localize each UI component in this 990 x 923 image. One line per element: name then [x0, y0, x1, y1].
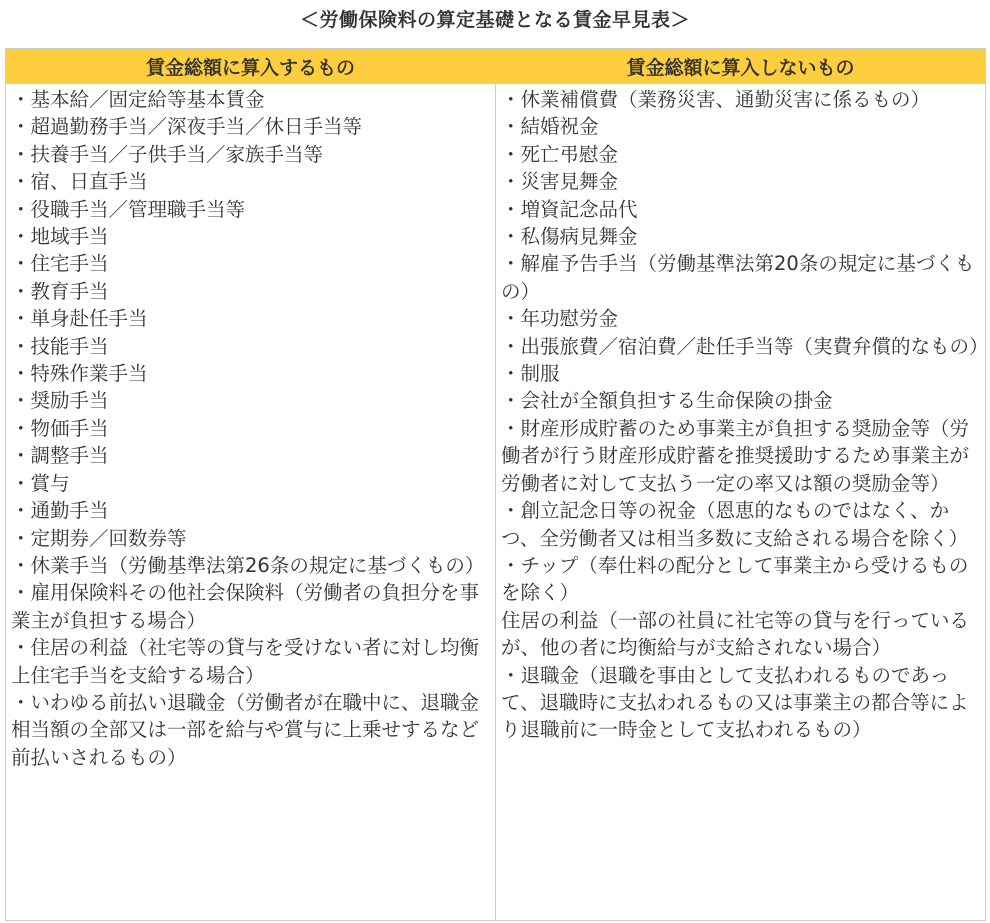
- list-item: 住居の利益（一部の社員に社宅等の貸与を行っているが、他の者に均衡給与が支給されない場合）: [501, 608, 970, 660]
- list-item: ・会社が全額負担する生命保険の掛金: [501, 389, 833, 413]
- list-item: ・基本給／固定給等基本賃金: [11, 88, 265, 111]
- list-item: ・災害見舞金: [501, 170, 619, 194]
- list-item: ・技能手当: [11, 334, 109, 358]
- list-item: ・地域手当: [11, 225, 109, 249]
- list-item: ・出張旅費／宿泊費／赴任手当等（実費弁償的なもの）: [501, 334, 989, 358]
- list-item: ・死亡弔慰金: [501, 142, 619, 166]
- list-item: ・休業手当（労働基準法第26条の規定に基づくもの）: [11, 553, 485, 577]
- list-item: ・いわゆる前払い退職金（労働者が在職中に、退職金相当額の全部又は一部を給与や賞与に上乗せするなど前払いされるもの）: [11, 690, 480, 769]
- list-item: ・住居の利益（社宅等の貸与を受けない者に対し均衡上住宅手当を支給する場合）: [11, 636, 480, 687]
- list-item: ・奨励手当: [11, 389, 109, 413]
- header-included: 賃金総額に算入するもの: [6, 49, 496, 84]
- list-item: ・制服: [501, 362, 560, 386]
- list-item: ・扶養手当／子供手当／家族手当等: [11, 142, 324, 166]
- excluded-cell: [496, 84, 989, 921]
- list-item: ・賞与: [11, 471, 70, 495]
- list-item: ・創立記念日等の祝金（恩恵的なものではなく、かつ、全労働者又は相当多数に支給される場合を除く）: [501, 499, 969, 550]
- list-item: ・住宅手当: [11, 252, 109, 276]
- list-item: ・財産形成貯蓄のため事業主が負担する奨励金等（労働者が行う財産形成貯蓄を推奨援助するため事業主が労働者に対して支払う一定の率又は額の奨励金等）: [501, 416, 970, 495]
- list-item: ・特殊作業手当: [11, 362, 148, 386]
- list-item: ・教育手当: [11, 279, 109, 303]
- list-item: ・結婚祝金: [501, 115, 599, 139]
- list-item: ・役職手当／管理職手当等: [11, 197, 246, 221]
- list-item: ・超過勤務手当／深夜手当／休日手当等: [11, 115, 363, 139]
- included-cell: [6, 84, 496, 921]
- list-item: ・退職金（退職を事由として支払われるものであって、退職時に支払われるもの又は事業主の都合等により退職前に一時金として支払われるもの）: [501, 663, 969, 742]
- page-title: ＜労働保険料の算定基礎となる賃金早見表＞: [299, 9, 690, 31]
- list-item: ・休業補償費（業務災害、通勤災害に係るもの）: [501, 88, 931, 111]
- list-item: ・雇用保険料その他社会保険料（労働者の負担分を事業主が負担する場合）: [11, 581, 480, 632]
- list-item: ・定期券／回数券等: [11, 526, 187, 550]
- header-excluded: 賃金総額に算入しないもの: [496, 49, 986, 84]
- list-item: ・物価手当: [11, 416, 109, 440]
- list-item: ・年功慰労金: [501, 307, 619, 331]
- list-item: ・解雇予告手当（労働基準法第20条の規定に基づくもの）: [501, 252, 975, 303]
- list-item: ・宿、日直手当: [11, 170, 148, 194]
- table-header-row: [6, 49, 986, 84]
- table-row: [6, 84, 986, 921]
- list-item: ・私傷病見舞金: [501, 225, 638, 249]
- list-item: ・チップ（奉仕料の配分として事業主から受けるものを除く）: [501, 553, 969, 605]
- list-item: ・単身赴任手当: [11, 307, 148, 331]
- list-item: ・通勤手当: [11, 499, 109, 523]
- wage-table: [5, 48, 989, 921]
- list-item: ・調整手当: [11, 444, 109, 468]
- list-item: ・増資記念品代: [501, 197, 638, 221]
